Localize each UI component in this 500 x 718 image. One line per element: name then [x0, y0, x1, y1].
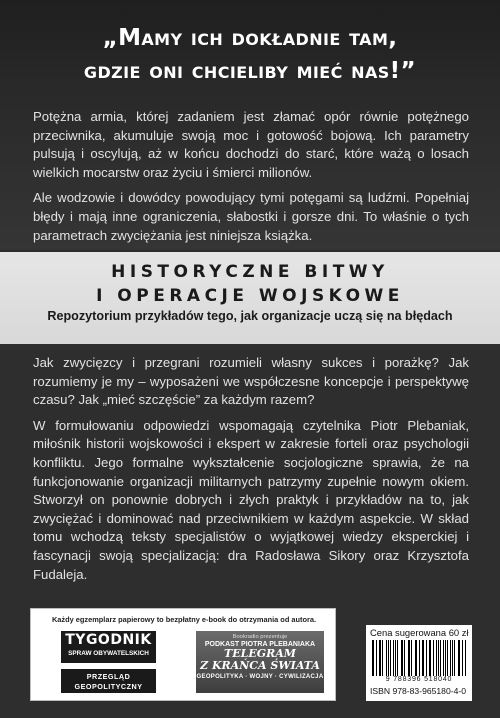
podcast-presenter: Bookradio prezentuje — [232, 634, 288, 640]
tygodnik-logo — [61, 631, 156, 663]
podcast-tags: GEOPOLITYKA · WOJNY · CYWILIZACJA — [196, 674, 324, 680]
barcode-bar — [382, 640, 383, 680]
suggested-price: Cena sugerowana 60 zł — [370, 627, 469, 638]
podcast-title-line-1: TELEGRAM — [224, 647, 296, 660]
top-dark-section — [0, 0, 500, 250]
barcode-bar — [430, 640, 431, 680]
barcode-bar — [411, 640, 412, 680]
intro-paragraph-1: Potężna armia, której zadaniem jest złamać opór równie potężnego przeciwnika, akumuluje swoją moc i gotowość bojową. Ich parametry pulsują i oscylują, aż w końcu dochodzi do starć, które ważą o losach wielkich mocarstw oraz życiu i śmierci milionów. — [33, 109, 469, 180]
quote-line-2: gdzie oni chcieliby mieć nas!” — [83, 58, 417, 84]
headline-quote — [0, 22, 500, 88]
intro-text — [33, 108, 469, 252]
isbn-number: ISBN 978-83-965180-4-0 — [370, 686, 467, 696]
przeglad-logo — [61, 669, 156, 693]
description-paragraph-1: Jak zwycięzcy i przegrani rozumieli własny sukces i porażkę? Jak rozumiemy je my – wyposażeni we współczesne koncepcje i perspektywę czasu? Jak „mieć szczęście” za każdym razem? — [33, 355, 469, 408]
barcode-bar — [395, 640, 396, 680]
przeglad-logo-line-2: GEOPOLITYCZNY — [74, 681, 143, 691]
tygodnik-logo-title: TYGODNIK — [65, 632, 152, 648]
barcode-number: 9 788396 518040 — [370, 676, 468, 683]
przeglad-logo-line-1: PRZEGLĄD — [86, 672, 131, 681]
quote-line-1: „Mamy ich dokładnie tam, — [102, 25, 398, 51]
tygodnik-logo-subtitle: SPRAW OBYWATELSKICH — [68, 650, 149, 657]
barcode-bar — [450, 640, 451, 680]
intro-paragraph-2: Ale wodzowie i dowódcy powodujący tymi potęgami są ludźmi. Popełniaj błędy i mają inne ograniczenia, słabostki i gorsze dni. To właśnie o tych parametrach zwyciężania jest niniejsza książka. — [33, 190, 469, 243]
price-barcode-box — [366, 625, 472, 701]
promo-panel — [30, 608, 336, 701]
ebook-note: Każdy egzemplarz papierowy to bezpłatny e-book do otrzymania od autora. — [51, 615, 317, 624]
podcast-banner — [196, 631, 324, 693]
title-band — [0, 252, 500, 344]
book-title-line-2: I OPERACJE WOJSKOWE — [96, 286, 404, 306]
description-paragraph-2: W formułowaniu odpowiedzi wspomagają czytelnika Piotr Plebaniak, miłośnik historii wojskowości i ekspert w zakresie forteli oraz psychologii konfliktu. Jego formalne wykształcenie socjologiczne sprawia, że na funkcjonowanie organizacji militarnych patrzymy zupełnie nowym okiem. Stworzył on ponownie dobrych i złych praktyk i przykładów na to, jak zwyciężać i dominować nad przeciwnikiem w każdym aspekcie. W skład tomu wchodzą teksty specjalistów o wyjątkowej wiedzy eksperckiej i fascynacji swoją specjalizacją: dra Radosława Sikory oraz Krzysztofa Fudaleja. — [33, 417, 469, 582]
book-title — [0, 260, 500, 308]
book-subtitle: Repozytorium przykładów tego, jak organizacje uczą się na błędach — [47, 309, 453, 323]
podcast-name: PODKAST PIOTRA PLEBANIAKA — [204, 641, 316, 648]
podcast-title-line-2: Z KRAŃCA ŚWIATA — [200, 659, 320, 672]
book-title-line-1: HISTORYCZNE BITWY — [111, 262, 389, 282]
description-text — [33, 354, 469, 591]
